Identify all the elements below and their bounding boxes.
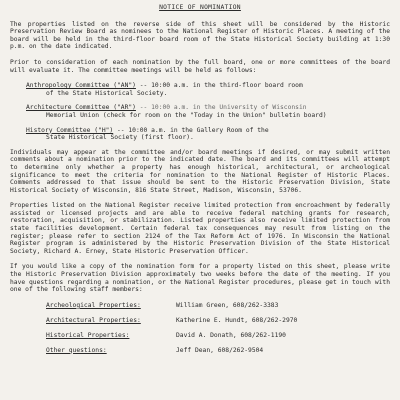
committee-location: Memorial Union (check for room on the "Today in the Union" bulletin board) [46,111,327,119]
intro-paragraph: The properties listed on the reverse side of this sheet will be considered by the Historic Preservation Review Board as nominees to the National Register of Historic Places. A meeting of the board will be held in the third-floor board room of the State Historical Society building at 1:30 p.m. on the date indicated. [10,20,390,51]
contact-row [10,302,390,317]
contact-person: William Green, 608/262-3383 [176,301,279,309]
contact-person: Katherine E. Hundt, 608/262-2970 [176,316,298,324]
committee-name: Architecture Committee ("AR") [26,104,136,112]
committee-time: -- 10:00 a.m. in the Gallery Room of the [113,126,269,134]
contact-row [10,317,390,332]
copy-paragraph: If you would like a copy of the nomination form for a property listed on this sheet, please write the Historic Preservation Division approximately two weeks before the date of the meeting. If you have questions regarding a nomination, or the National Register procedures, please get in touch with one of the following staff members: [10,263,390,294]
contact-row [10,347,390,362]
committee-history [10,127,390,142]
contact-label: Architectural Properties: [46,316,141,324]
committee-name: History Committee ("H") [26,126,114,134]
prior-paragraph: Prior to consideration of each nomination by the full board, one or more committees of the board will evaluate it. The committee meetings will be held as follows: [10,58,390,74]
staff-contacts [10,302,390,362]
committee-architecture [10,104,390,119]
contact-person: David A. Donath, 608/262-1190 [176,331,286,339]
contact-label: Archeological Properties: [46,301,141,309]
notice-title: NOTICE OF NOMINATION [159,4,241,11]
contact-label: Historical Properties: [46,331,130,339]
committee-time: -- 10:00 a.m. in the University of Wisconsin [135,104,307,112]
contact-person: Jeff Dean, 608/262-9504 [176,346,264,354]
committee-location: State Historical Society (first floor). [46,134,194,142]
committee-location: of the State Historical Society. [46,89,168,97]
protection-paragraph: Properties listed on the National Register receive limited protection from encroachment by federally assisted or licensed projects and are able to receive federal matching grants for research, restoration, acquisition, or stabilization. Listed properties also receive limited protection from state facilities development. Certain federal tax consequences may result from listing on the register; please refer to section 2124 of the Tax Reform Act of 1976. In Wisconsin the National Register program is administered by the Historic Preservation Division of the State Historical Society, Richard A. Erney, State Historic Preservation Officer. [10,202,390,255]
contact-label: Other questions: [46,346,107,354]
committee-anthropology [10,82,390,97]
committee-time: -- 10:00 a.m. in the third-floor board room [135,82,303,90]
committee-name: Anthropology Committee ("AN") [26,82,136,90]
contact-row [10,332,390,347]
individuals-paragraph: Individuals may appear at the committee and/or board meetings if desired, or may submit written comments about a nomination prior to the indicated date. The board and its committees will attempt to determine only whether a property has enough historical, architectural, or archeological significance to meet the criteria for nomination to the National Register of Historic Places. Comments addressed to that issue should be sent to the Historic Preservation Division, State Historical Society of Wisconsin, 816 State Street, Madison, Wisconsin, 53706. [10,148,390,194]
